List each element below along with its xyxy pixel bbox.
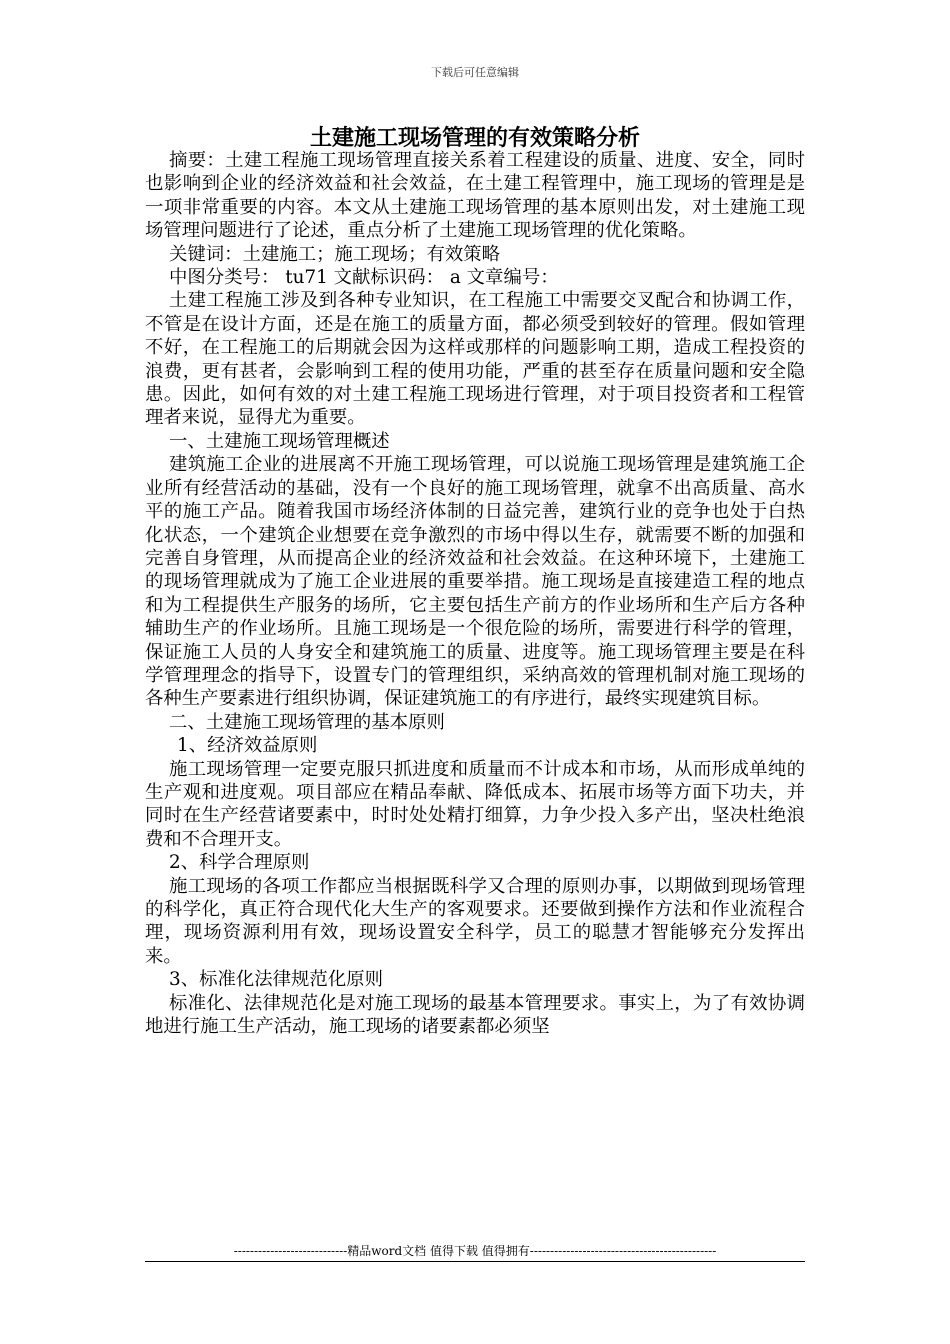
footer-divider (145, 1261, 805, 1262)
abstract-paragraph: 摘要：土建工程施工现场管理直接关系着工程建设的质量、进度、安全，同时也影响到企业的经济效益和社会效益，在土建工程管理中，施工现场的管理是是一项非常重要的内容。本文从土建施工现场管理的基本原则出发，对土建施工现场管理问题进行了论述，重点分析了土建施工现场管理的优化策略。 (145, 150, 805, 242)
subsection-heading-scientific: 2、科学合理原则 (169, 852, 310, 874)
subsection-body-scientific: 施工现场的各项工作都应当根据既科学又合理的原则办事，以期做到现场管理的科学化，真正符合现代化大生产的客观要求。还要做到操作方法和作业流程合理，现场资源利用有效，现场设置安全科学，员工的聪慧才智能够充分发挥出来。 (145, 875, 805, 967)
document-title: 土建施工现场管理的有效策略分析 (309, 125, 640, 151)
footer-text: ----------------------------精品word文档 值得下载 值得拥有---------------------------------------------- (233, 1244, 717, 1258)
subsection-heading-economic: 1、经济效益原则 (177, 735, 318, 757)
subsection-body-economic: 施工现场管理一定要克服只抓进度和质量而不计成本和市场，从而形成单纯的生产观和进度观。项目部应在精品奉献、降低成本、拓展市场等方面下功夫，并同时在生产经营诸要素中，时时处处精打细算，力争少投入多产出，坚决杜绝浪费和不合理开支。 (145, 758, 805, 850)
subsection-heading-standardization: 3、标准化法律规范化原则 (169, 969, 383, 991)
document-body (145, 149, 805, 1038)
page-footer (145, 1243, 805, 1262)
intro-paragraph: 土建工程施工涉及到各种专业知识，在工程施工中需要交叉配合和协调工作，不管是在设计方面，还是在施工的质量方面，都必须受到较好的管理。假如管理不好，在工程施工的后期就会因为这样或那样的问题影响工期，造成工程投资的浪费，更有甚者，会影响到工程的使用功能，严重的甚至存在质量问题和安全隐患。因此，如何有效的对土建工程施工现场进行管理，对于项目投资者和工程管理者来说，显得尤为重要。 (145, 290, 805, 429)
subsection-body-standardization: 标准化、法律规范化是对施工现场的最基本管理要求。事实上，为了有效协调地进行施工生产活动，施工现场的诸要素都必须坚 (145, 992, 805, 1038)
section-heading-overview: 一、土建施工现场管理概述 (169, 430, 390, 452)
page-header-note: 下载后可任意编辑 (431, 66, 519, 79)
classification-line: 中图分类号： tu71 文献标识码： a 文章编号： (169, 267, 559, 289)
section-heading-principles: 二、土建施工现场管理的基本原则 (169, 711, 445, 733)
section-body-overview: 建筑施工企业的进展离不开施工现场管理，可以说施工现场管理是建筑施工企业所有经营活动的基础，没有一个良好的施工现场管理，就拿不出高质量、高水平的施工产品。随着我国市场经济体制的日益完善，建筑行业的竞争也处于白热化状态，一个建筑企业想要在竞争激烈的市场中得以生存，就需要不断的加强和完善自身管理，从而提高企业的经济效益和社会效益。在这种环境下，土建施工的现场管理就成为了施工企业进展的重要举措。施工现场是直接建造工程的地点和为工程提供生产服务的场所，它主要包括生产前方的作业场所和生产后方各种辅助生产的作业场所。且施工现场是一个很危险的场所，需要进行科学的管理，保证施工人员的人身安全和建筑施工的质量、进度等。施工现场管理主要是在科学管理理念的指导下，设置专门的管理组织，采纳高效的管理机制对施工现场的各种生产要素进行组织协调，保证建筑施工的有序进行，最终实现建筑目标。 (145, 454, 805, 710)
keywords-line: 关键词：土建施工；施工现场；有效策略 (169, 243, 501, 265)
